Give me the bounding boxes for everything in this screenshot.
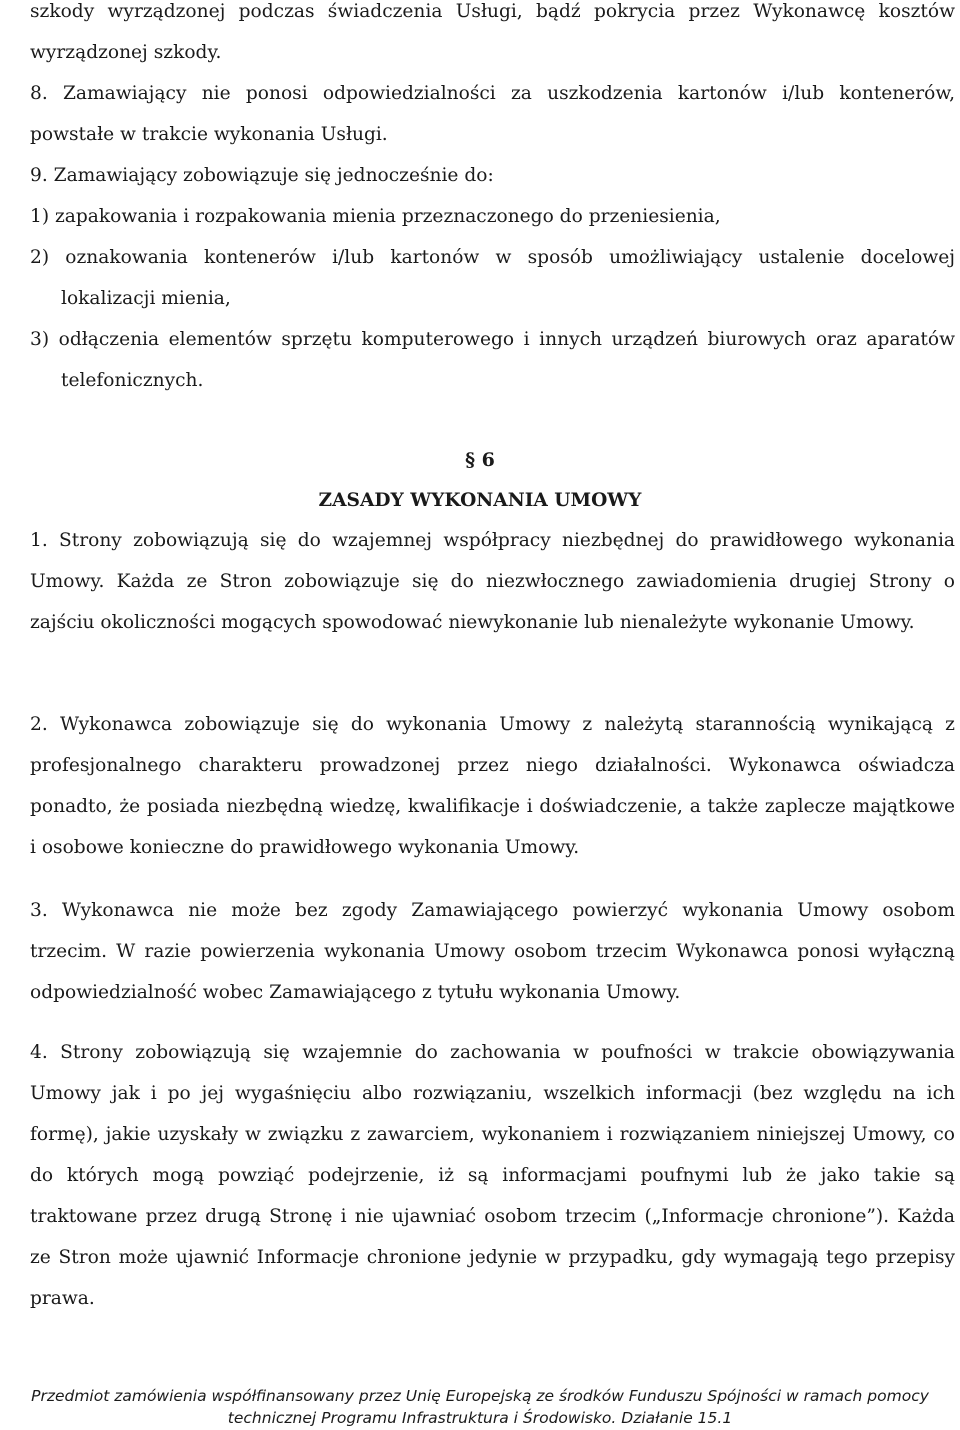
paragraph-text: Strony zobowiązują się do wzajemnej współpracy niezbędnej do prawidłowego wykonania Umowy. Każda ze Stron zobowiązuje się do niezwłocznego zawiadomienia drugiej Strony o zajściu okoliczności mogących spowodować niewykonanie lub nienależyte wykonanie Umowy. — [30, 530, 955, 633]
paragraph-text: Wykonawca zobowiązuje się do wykonania Umowy z należytą starannością wynikającą z profesjonalnego charakteru prowadzonej przez niego działalności. Wykonawca oświadcza ponadto, że posiada niezbędną wiedzę, kwalifikacje i doświadczenie, a także zaplecze majątkowe i osobowe konieczne do prawidłowego wykonania Umowy. — [30, 714, 955, 858]
paragraph-9 — [30, 155, 955, 196]
paragraph-1 — [30, 520, 955, 643]
subitem-list — [30, 196, 955, 401]
paragraph-3 — [30, 890, 955, 1013]
intro-paragraph: szkody wyrządzonej podczas świadczenia Usługi, bądź pokrycia przez Wykonawcę kosztów wyrządzonej szkody. — [30, 1, 955, 63]
subitem-3: 3) odłączenia elementów sprzętu komputerowego i innych urządzeń biurowych oraz aparatów telefonicznych. — [30, 329, 955, 391]
subitem-2: 2) oznakowania kontenerów i/lub kartonów w sposób umożliwiający ustalenie docelowej lokalizacji mienia, — [30, 247, 955, 309]
footer-line-1: Przedmiot zamówienia współfinansowany przez Unię Europejską ze środków Funduszu Spójności w ramach pomocy — [31, 1387, 929, 1405]
footer-line-2: technicznej Programu Infrastruktura i Środowisko. Działanie 15.1 — [227, 1409, 733, 1427]
subitem-1: 1) zapakowania i rozpakowania mienia przeznaczonego do przeniesienia, — [30, 206, 721, 227]
paragraph-number: 4. — [30, 1042, 48, 1063]
paragraph-number: 3. — [30, 900, 48, 921]
paragraph-text: Zamawiający nie ponosi odpowiedzialności za uszkodzenia kartonów i/lub kontenerów, powstałe w trakcie wykonania Usługi. — [30, 83, 955, 145]
paragraph-number: 1. — [30, 530, 48, 551]
paragraph-2 — [30, 704, 955, 868]
paragraph-text: Strony zobowiązują się wzajemnie do zachowania w poufności w trakcie obowiązywania Umowy jak i po jej wygaśnięciu albo rozwiązaniu, wszelkich informacji (bez względu na ich formę), jakie uzyskały w związku z zawarciem, wykonaniem i rozwiązaniem niniejszej Umowy, co do których mogą powziąć podejrzenie, iż są informacjami poufnymi lub że jako takie są traktowane przez drugą Stronę i nie ujawniać osobom trzecim („Informacje chronione”). Każda ze Stron może ujawnić Informacje chronione jedynie w przypadku, gdy wymagają tego przepisy prawa. — [30, 1042, 955, 1309]
paragraph-8 — [30, 73, 955, 155]
paragraph-number: 9. — [30, 165, 48, 186]
paragraph-number: 2. — [30, 714, 48, 735]
section-title: ZASADY WYKONANIA UMOWY — [318, 490, 642, 511]
paragraph-text: Wykonawca nie może bez zgody Zamawiającego powierzyć wykonania Umowy osobom trzecim. W razie powierzenia wykonania Umowy osobom trzecim Wykonawca ponosi wyłączną odpowiedzialność wobec Zamawiającego z tytułu wykonania Umowy. — [30, 900, 956, 1003]
paragraph-number: 8. — [30, 83, 48, 104]
paragraph-4 — [30, 1032, 955, 1319]
section-number: § 6 — [465, 449, 495, 471]
paragraph-text: Zamawiający zobowiązuje się jednocześnie do: — [53, 165, 494, 186]
page-footer — [0, 1385, 960, 1429]
